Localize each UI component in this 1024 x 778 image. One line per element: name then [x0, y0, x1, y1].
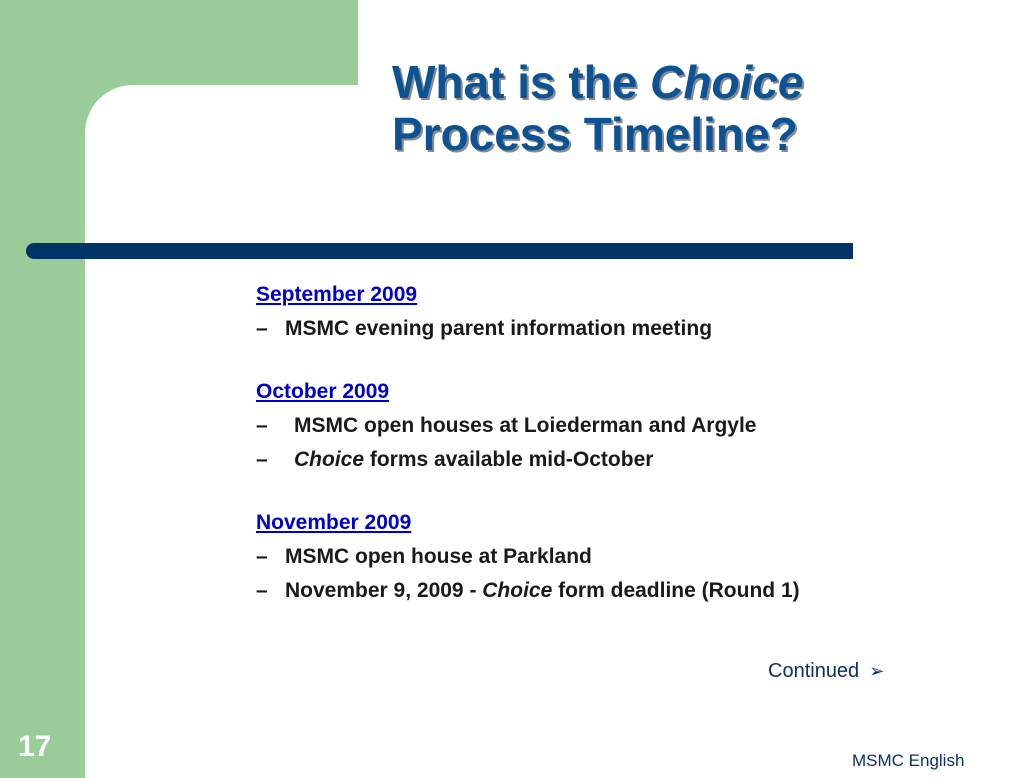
dash: – — [256, 414, 268, 437]
timeline-item — [256, 574, 800, 608]
title-line-2: Process Timeline? — [392, 108, 798, 160]
slide-title — [392, 56, 804, 160]
arrow-right-icon: ➢ — [869, 661, 885, 681]
dash: – — [256, 579, 268, 602]
continued-link[interactable] — [768, 660, 884, 683]
timeline-item — [256, 443, 800, 477]
timeline-item — [256, 409, 800, 443]
timeline-group-november — [256, 508, 800, 608]
item-emphasis: Choice — [294, 448, 365, 471]
item-text: MSMC open houses at Loiederman and Argyle — [294, 414, 757, 437]
title-emphasis: Choice — [650, 56, 804, 108]
item-text: form deadline (Round 1) — [552, 579, 800, 602]
dash: – — [256, 448, 268, 471]
timeline-item — [256, 540, 800, 574]
timeline-group-september — [256, 280, 800, 346]
month-link-october[interactable]: October 2009 — [256, 380, 390, 403]
page-number: 17 — [18, 730, 52, 763]
timeline-content — [256, 280, 800, 639]
month-link-september[interactable]: September 2009 — [256, 283, 418, 306]
timeline-item — [256, 312, 800, 346]
item-text: forms available mid-October — [364, 448, 654, 471]
title-line-1 — [392, 56, 804, 108]
item-text: MSMC open house at Parkland — [285, 545, 592, 568]
dash: – — [256, 317, 268, 340]
continued-label: Continued — [768, 660, 860, 682]
title-prefix: What is the — [392, 56, 651, 108]
item-emphasis: - Choice — [469, 579, 553, 602]
item-prefix: November 9, 2009 — [285, 579, 470, 602]
month-link-november[interactable]: November 2009 — [256, 511, 412, 534]
timeline-group-october — [256, 377, 800, 477]
title-divider-bar — [26, 243, 853, 259]
dash: – — [256, 545, 268, 568]
footer-text: MSMC English — [852, 751, 965, 770]
item-text: MSMC evening parent information meeting — [285, 317, 713, 340]
